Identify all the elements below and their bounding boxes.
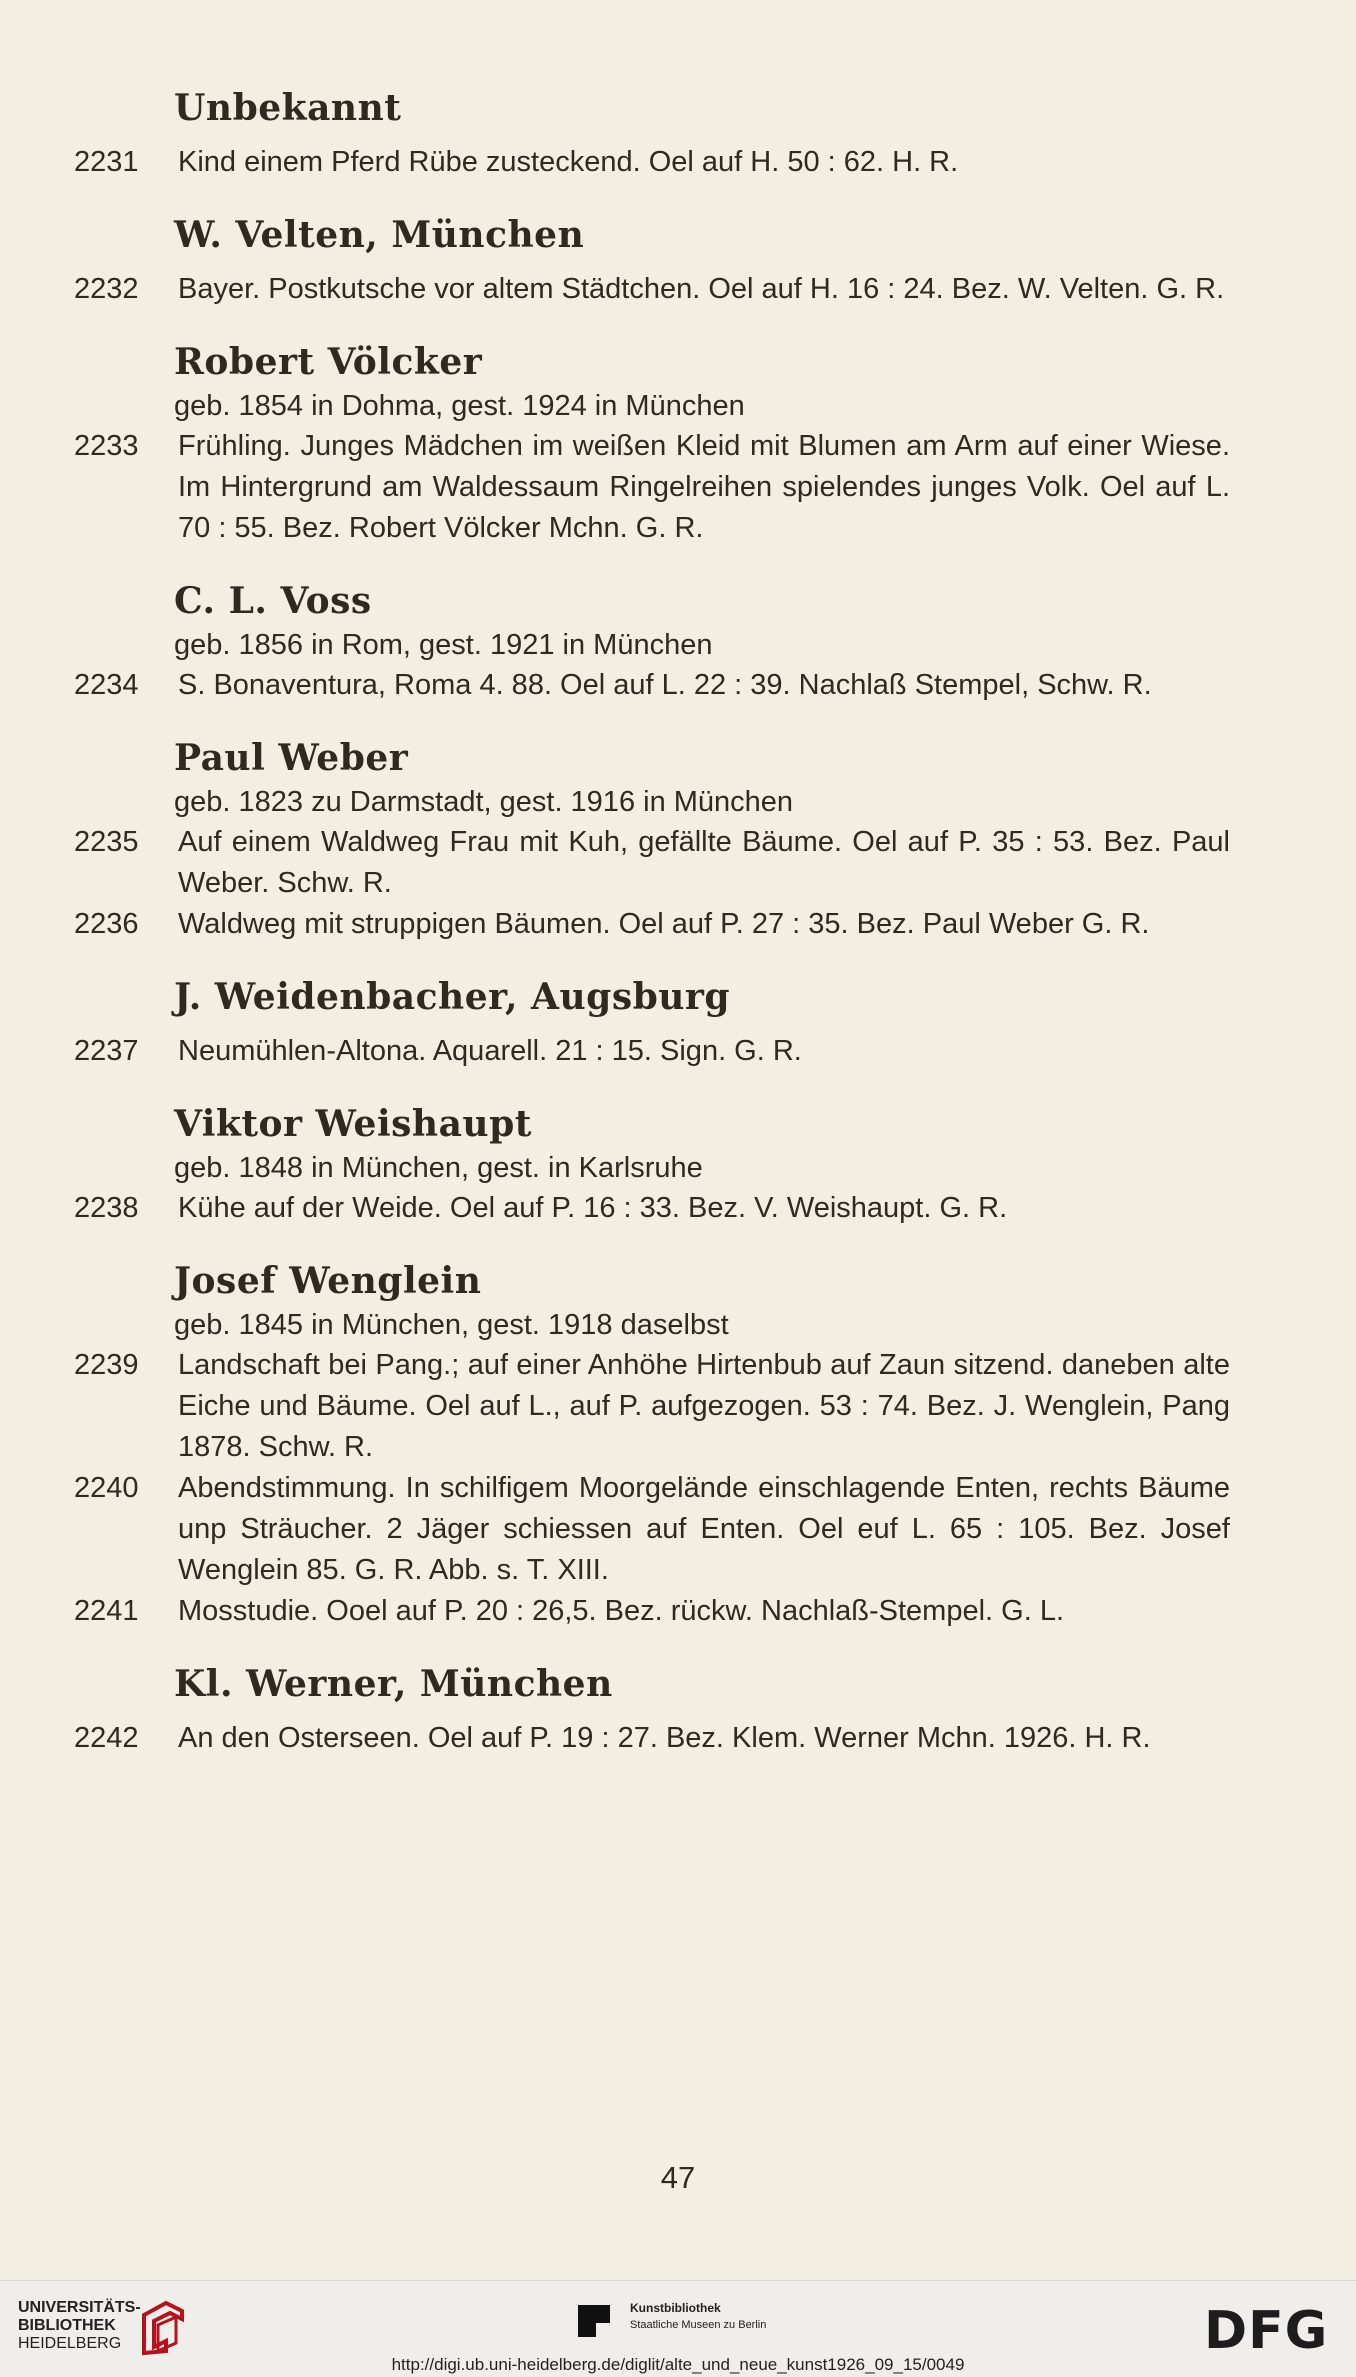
kunstbibliothek-title: Kunstbibliothek [630, 2301, 721, 2315]
catalog-entry [70, 269, 1230, 310]
lot-description: Waldweg mit struppigen Bäumen. Oel auf P. 27 : 35. Bez. Paul Weber G. R. [178, 908, 1150, 940]
artist-section [70, 1257, 1230, 1632]
artist-heading: Unbekannt [174, 87, 402, 129]
lot-number: 2231 [74, 146, 139, 178]
artist-heading: W. Velten, München [174, 214, 585, 256]
catalog-entry [70, 904, 1230, 945]
lot-description: Landschaft bei Pang.; auf einer Anhöhe Hirtenbub auf Zaun sitzend. daneben alte Eiche und Bäume. Oel auf L., auf P. aufgezogen. 53 : 74. Bez. J. Wenglein, Pang 1878. Schw. R. [178, 1349, 1230, 1463]
library-name-line3: HEIDELBERG [18, 2335, 122, 2352]
artist-section [70, 211, 1230, 310]
lot-description: Mosstudie. Ooel auf P. 20 : 26,5. Bez. rückw. Nachlaß-Stempel. G. L. [178, 1595, 1065, 1627]
spacer [70, 132, 1230, 142]
spacer [70, 1021, 1230, 1031]
lot-number: 2235 [74, 826, 139, 858]
lot-number: 2240 [74, 1472, 139, 1504]
lot-description: An den Osterseen. Oel auf P. 19 : 27. Bez. Klem. Werner Mchn. 1926. H. R. [178, 1722, 1151, 1754]
artist-bio: geb. 1848 in München, gest. in Karlsruhe [174, 1152, 703, 1184]
catalog-entry [70, 1345, 1230, 1468]
artist-heading: C. L. Voss [174, 580, 372, 622]
kunstbibliothek-subtitle: Staatliche Museen zu Berlin [630, 2319, 767, 2331]
lot-description: Frühling. Junges Mädchen im weißen Kleid mit Blumen am Arm auf einer Wiese. Im Hintergrund am Waldessaum Ringelreihen spielendes junges Volk. Oel auf L. 70 : 55. Bez. Robert Völcker Mchn. G. R. [178, 430, 1230, 544]
catalog-entry [70, 1468, 1230, 1591]
lot-description: Auf einem Waldweg Frau mit Kuh, gefällte Bäume. Oel auf P. 35 : 53. Bez. Paul Weber. Schw. R. [178, 826, 1230, 899]
catalog-list [70, 84, 1230, 1787]
artist-section [70, 577, 1230, 706]
page-number: 47 [660, 2160, 696, 2195]
permalink-url[interactable]: http://digi.ub.uni-heidelberg.de/diglit/alte_und_neue_kunst1926_09_15/0049 [391, 2355, 965, 2374]
library-name-line1: UNIVERSITÄTS- [18, 2299, 141, 2316]
artist-bio: geb. 1854 in Dohma, gest. 1924 in München [174, 390, 745, 422]
catalog-entry [70, 1031, 1230, 1072]
lot-description: Abendstimmung. In schilfigem Moorgelände einschlagende Enten, rechts Bäume unp Sträucher. 2 Jäger schiessen auf Enten. Oel euf L. 65 : 105. Bez. Josef Wenglein 85. G. R. Abb. s. T. XIII. [178, 1472, 1230, 1586]
catalog-entry [70, 1718, 1230, 1759]
lot-number: 2239 [74, 1349, 139, 1381]
artist-bio: geb. 1823 zu Darmstadt, gest. 1916 in München [174, 786, 794, 818]
catalog-entry [70, 142, 1230, 183]
lot-number: 2237 [74, 1035, 139, 1067]
lot-number: 2232 [74, 273, 139, 305]
lot-number: 2238 [74, 1192, 139, 1224]
lot-description: Kühe auf der Weide. Oel auf P. 16 : 33. Bez. V. Weishaupt. G. R. [178, 1192, 1008, 1224]
spacer [70, 259, 1230, 269]
catalog-entry [70, 426, 1230, 549]
artist-heading: J. Weidenbacher, Augsburg [174, 976, 731, 1018]
kunstbibliothek-logo[interactable] [578, 2299, 808, 2349]
lot-description: Bayer. Postkutsche vor altem Städtchen. Oel auf H. 16 : 24. Bez. W. Velten. G. R. [178, 273, 1225, 305]
lot-description: Neumühlen-Altona. Aquarell. 21 : 15. Sign. G. R. [178, 1035, 802, 1067]
library-name-line2: BIBLIOTHEK [18, 2317, 116, 2334]
artist-heading: Kl. Werner, München [174, 1663, 613, 1705]
ub-emblem-icon [136, 2295, 188, 2359]
catalog-entry [70, 665, 1230, 706]
artist-bio: geb. 1845 in München, gest. 1918 daselbst [174, 1309, 729, 1341]
spacer [70, 1708, 1230, 1718]
catalog-entry [70, 822, 1230, 904]
artist-section [70, 1660, 1230, 1759]
artist-heading: Viktor Weishaupt [174, 1103, 532, 1145]
lot-description: S. Bonaventura, Roma 4. 88. Oel auf L. 22 : 39. Nachlaß Stempel, Schw. R. [178, 669, 1152, 701]
kunstbibliothek-mark-icon [578, 2305, 610, 2337]
lot-number: 2236 [74, 908, 139, 940]
catalog-entry [70, 1591, 1230, 1632]
artist-heading: Josef Wenglein [174, 1260, 482, 1302]
ub-heidelberg-logo[interactable] [18, 2299, 141, 2353]
dfg-logo[interactable]: DFG [1204, 2301, 1329, 2361]
artist-section [70, 734, 1230, 945]
artist-bio: geb. 1856 in Rom, gest. 1921 in München [174, 629, 713, 661]
artist-section [70, 973, 1230, 1072]
lot-number: 2234 [74, 669, 139, 701]
artist-section [70, 1100, 1230, 1229]
digitization-footer [0, 2280, 1356, 2377]
lot-number: 2242 [74, 1722, 139, 1754]
catalog-entry [70, 1188, 1230, 1229]
artist-heading: Paul Weber [174, 737, 409, 779]
lot-number: 2233 [74, 430, 139, 462]
lot-description: Kind einem Pferd Rübe zusteckend. Oel auf H. 50 : 62. H. R. [178, 146, 959, 178]
artist-section [70, 338, 1230, 549]
lot-number: 2241 [74, 1595, 139, 1627]
artist-heading: Robert Völcker [174, 341, 483, 383]
artist-section [70, 84, 1230, 183]
